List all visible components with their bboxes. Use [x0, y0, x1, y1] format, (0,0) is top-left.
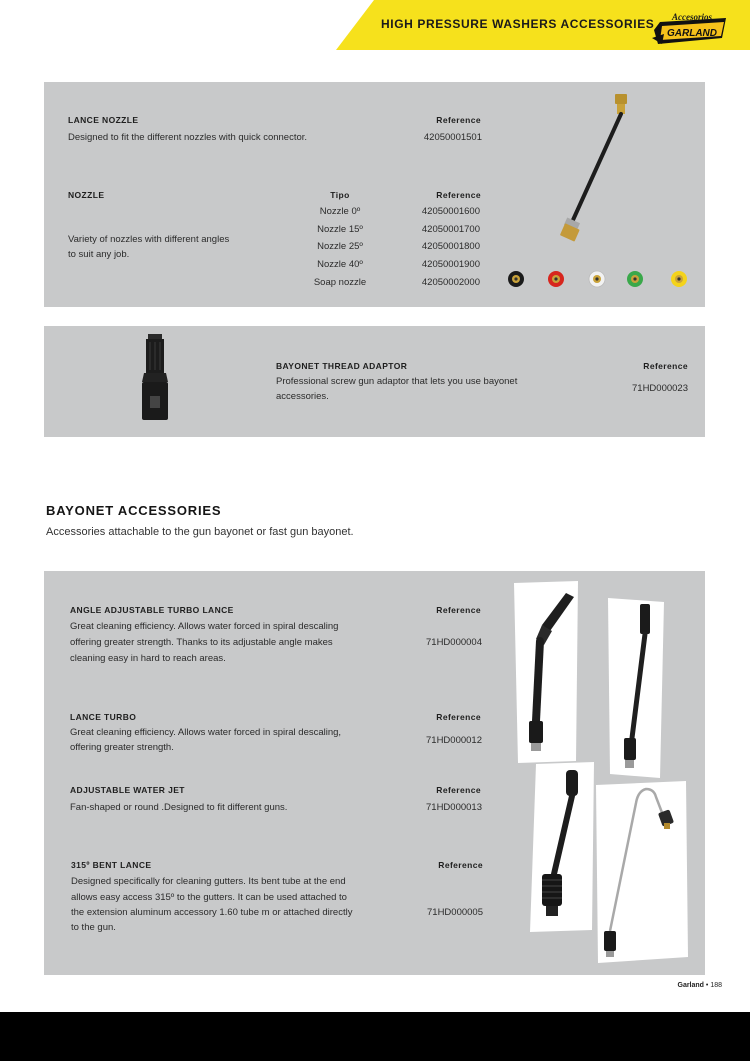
logo-tagline: Accesorios	[672, 12, 712, 22]
garland-logo	[650, 8, 730, 48]
nozzle-tipo-cell: Nozzle 15º	[317, 224, 363, 235]
nozzle-tip-white	[589, 271, 605, 287]
bayonet-section-subtitle: Accessories attachable to the gun bayonet or fast gun bayonet.	[46, 526, 354, 538]
nozzle-description-line: Variety of nozzles with different angles	[68, 234, 230, 245]
product-description-line: allows easy access 315º to the gutters. It can be used attached to	[71, 892, 347, 903]
product-description-line: cleaning easy in hard to reach areas.	[70, 653, 226, 664]
footer-brand: Garland	[677, 982, 704, 989]
nozzle-tipo-cell: Nozzle 40º	[317, 259, 363, 270]
nozzle-tipo-cell: Nozzle 0º	[319, 206, 361, 217]
nozzle-reference-cell: 42050002000	[421, 277, 480, 288]
lance-nozzle-title: LANCE NOZZLE	[68, 115, 139, 125]
lance-nozzle-reference-header: Reference	[436, 115, 481, 125]
product-title: ADJUSTABLE WATER JET	[70, 785, 185, 795]
page-header-title: HIGH PRESSURE WASHERS ACCESSORIES	[381, 17, 655, 31]
product-description-line: Fan-shaped or round .Designed to fit different guns.	[70, 802, 288, 813]
logo-wordmark: GARLAND	[667, 28, 717, 39]
footer-separator: •	[705, 982, 709, 989]
bayonet-section-title: BAYONET ACCESSORIES	[46, 503, 222, 518]
product-reference-header: Reference	[436, 785, 481, 795]
bayonet-adaptor-reference: 71HD000023	[632, 383, 688, 394]
product-reference: 71HD000012	[426, 735, 482, 746]
product-reference: 71HD000005	[427, 907, 483, 918]
nozzle-reference-cell: 42050001900	[421, 259, 480, 270]
product-reference-header: Reference	[436, 605, 481, 615]
bayonet-adaptor-reference-header: Reference	[643, 361, 688, 371]
product-description-line: to the gun.	[71, 922, 116, 933]
product-reference: 71HD000004	[426, 637, 482, 648]
nozzle-tip-yellow	[671, 271, 687, 287]
bayonet-adaptor-description-line: accessories.	[276, 391, 329, 402]
lance-nozzle-image	[555, 92, 635, 247]
nozzle-tipo-header: Tipo	[330, 190, 350, 200]
product-reference-header: Reference	[438, 860, 483, 870]
product-description-line: Designed specifically for cleaning gutters. Its bent tube at the end	[71, 876, 346, 887]
product-description-line: Great cleaning efficiency. Allows water forced in spiral descaling	[70, 621, 339, 632]
nozzle-reference-cell: 42050001800	[421, 241, 480, 252]
adjustable-water-jet-image	[530, 762, 594, 932]
product-reference: 71HD000013	[426, 802, 482, 813]
lance-turbo-image	[608, 598, 664, 780]
product-title: 315º BENT LANCE	[71, 860, 152, 870]
product-description-line: the extension aluminum accessory 1.60 tube m or attached directly	[71, 907, 353, 918]
bayonet-adaptor-description-line: Professional screw gun adaptor that lets you use bayonet	[276, 376, 518, 387]
nozzle-tipo-cell: Nozzle 25º	[317, 241, 363, 252]
product-reference-header: Reference	[436, 712, 481, 722]
nozzle-tips-image	[503, 266, 693, 292]
product-description-line: Great cleaning efficiency. Allows water forced in spiral descaling,	[70, 727, 342, 738]
product-description-line: offering greater strength.	[70, 742, 174, 753]
lance-nozzle-description: Designed to fit the different nozzles with quick connector.	[68, 132, 308, 143]
nozzle-reference-cell: 42050001700	[421, 224, 480, 235]
nozzle-title: NOZZLE	[68, 190, 105, 200]
bottom-bar	[0, 1012, 750, 1061]
bent-lance-image	[596, 781, 688, 963]
lance-nozzle-reference: 42050001501	[423, 132, 482, 143]
bayonet-adaptor-image	[138, 334, 178, 424]
nozzle-tipo-cell: Soap nozzle	[313, 277, 367, 288]
nozzle-tip-green	[627, 271, 643, 287]
nozzle-description-line: to suit any job.	[68, 249, 130, 260]
nozzle-reference-cell: 42050001600	[421, 206, 480, 217]
product-description-line: offering greater strength. Thanks to its adjustable angle makes	[70, 637, 333, 648]
product-title: ANGLE ADJUSTABLE TURBO LANCE	[70, 605, 234, 615]
angle-turbo-lance-image	[512, 581, 580, 763]
nozzle-reference-header: Reference	[436, 190, 481, 200]
nozzle-tip-red	[548, 271, 564, 287]
bayonet-adaptor-title: BAYONET THREAD ADAPTOR	[276, 361, 408, 371]
page-number: 188	[710, 982, 722, 989]
page-footer	[678, 982, 723, 989]
nozzle-tip-black	[508, 271, 524, 287]
product-title: LANCE TURBO	[70, 712, 137, 722]
